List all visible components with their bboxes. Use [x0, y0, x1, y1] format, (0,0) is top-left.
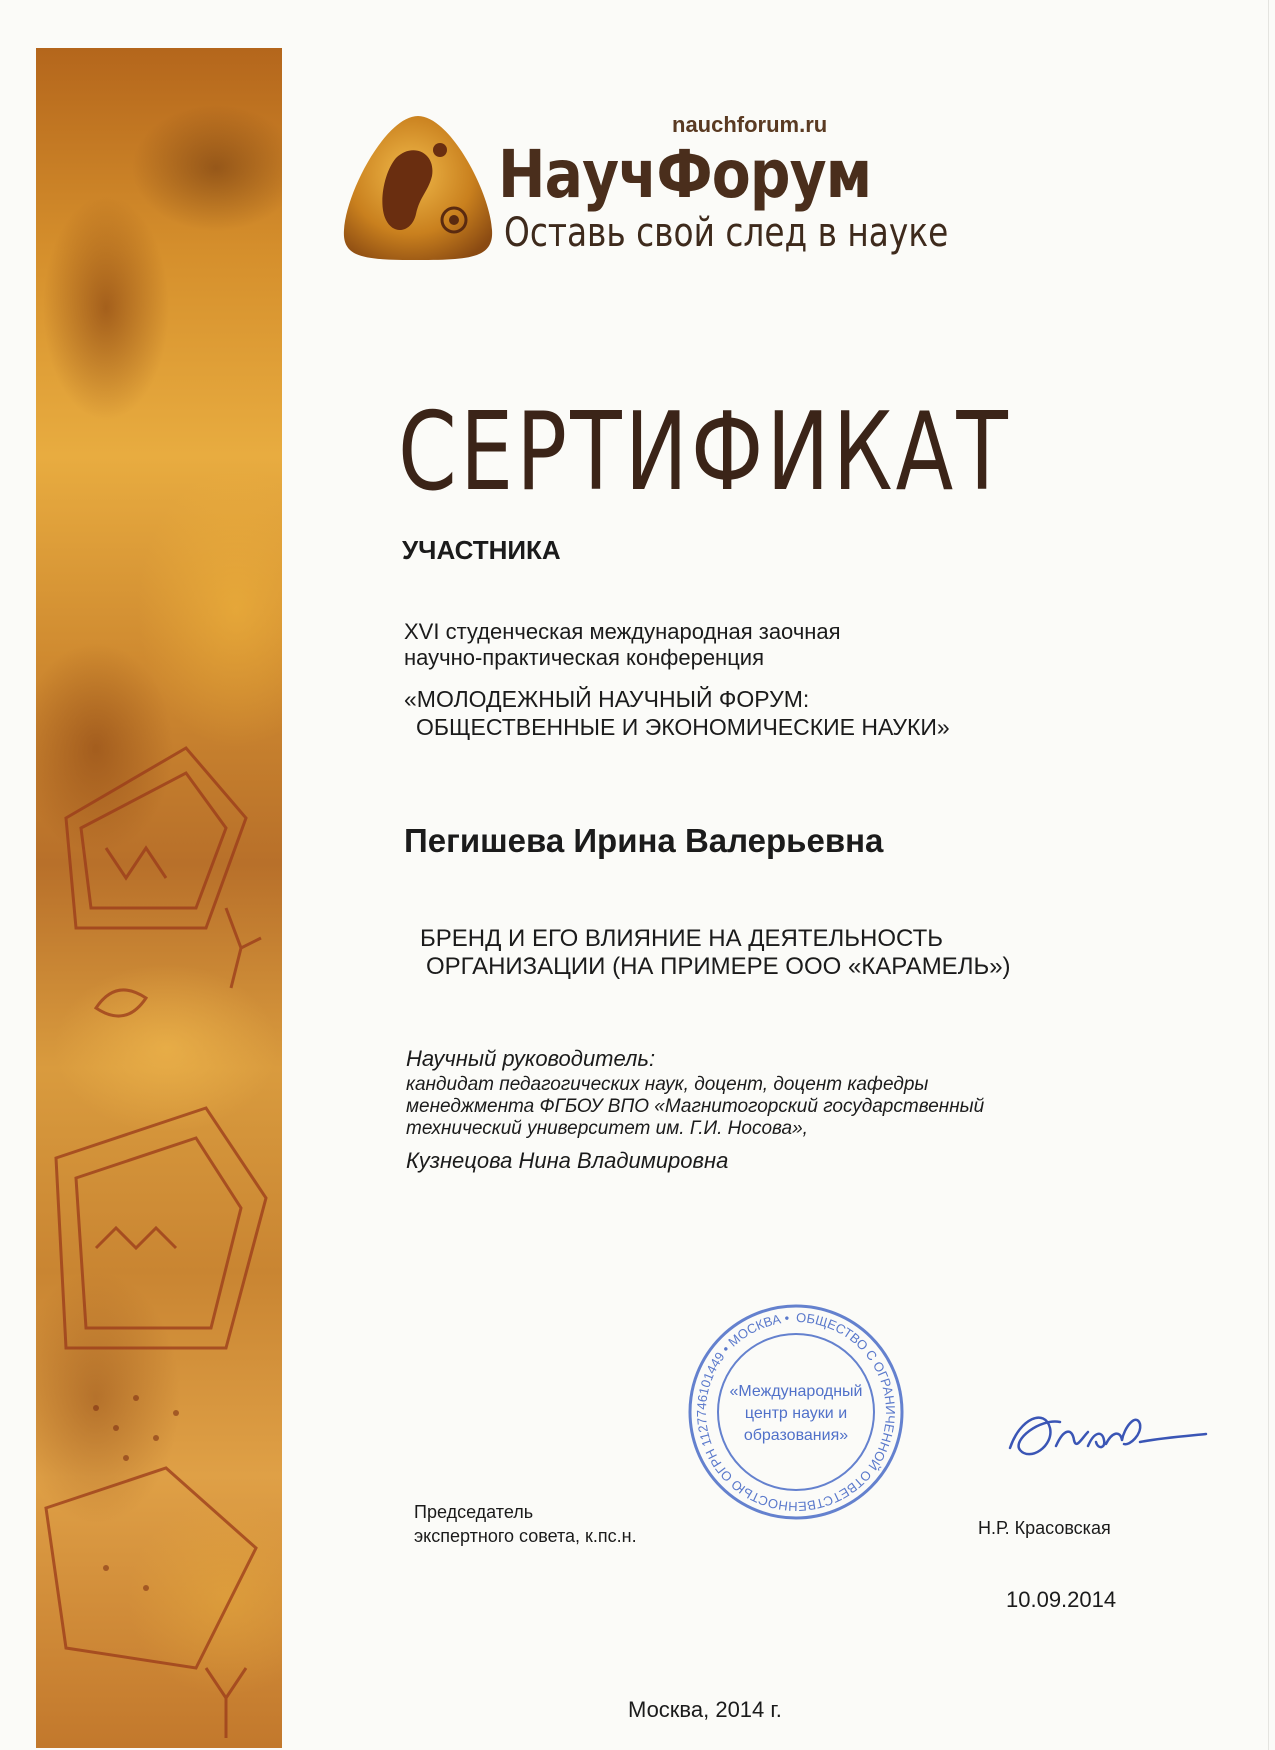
signature — [990, 1388, 1210, 1478]
chair-line-2: экспертного совета, к.пс.н. — [414, 1526, 637, 1546]
logo-name: НаучФорум — [498, 136, 872, 213]
chair-line-1: Председатель — [414, 1502, 534, 1522]
rock-art-drawings — [36, 48, 282, 1748]
supervisor-label: Научный руководитель: — [406, 1046, 656, 1071]
conference-description — [404, 619, 841, 671]
organization-stamp — [684, 1300, 908, 1524]
stamp-center-line-3: образования» — [743, 1427, 849, 1444]
stamp-center-line-2: центр науки и — [744, 1405, 848, 1422]
supervisor-line-3: технический университет им. Г.И. Носова», — [406, 1118, 808, 1139]
certificate-title: СЕРТИФИКАТ — [398, 390, 1011, 516]
conference-title — [404, 685, 950, 741]
decorative-band — [36, 48, 282, 1748]
logo-url: nauchforum.ru — [672, 112, 828, 137]
stamp-center-line-1: «Международный — [729, 1383, 863, 1400]
supervisor-name: Кузнецова Нина Владимировна — [406, 1148, 729, 1173]
paper-topic — [420, 925, 1011, 981]
logo-slogan: Оставь свой след в науке — [504, 210, 949, 256]
certificate-subtitle: УЧАСТНИКА — [402, 535, 561, 565]
supervisor-credentials — [406, 1074, 984, 1140]
supervisor-line-2: менеджмента ФГБОУ ВПО «Магнитогорский государственный — [406, 1096, 985, 1117]
conference-title-line-2: ОБЩЕСТВЕННЫЕ И ЭКОНОМИЧЕСКИЕ НАУКИ» — [416, 714, 950, 740]
issue-date: 10.09.2014 — [1006, 1587, 1117, 1612]
participant-name: Пегишева Ирина Валерьевна — [404, 822, 884, 859]
topic-line-2: ОРГАНИЗАЦИИ (НА ПРИМЕРЕ ООО «КАРАМЕЛЬ») — [426, 953, 1011, 980]
supervisor-line-1: кандидат педагогических наук, доцент, доцент кафедры — [406, 1074, 929, 1095]
chair-title — [414, 1500, 637, 1548]
conference-title-line-1: «МОЛОДЕЖНЫЙ НАУЧНЫЙ ФОРУМ: — [404, 686, 810, 712]
issue-place: Москва, 2014 г. — [628, 1697, 782, 1722]
chair-name: Н.Р. Красовская — [978, 1518, 1111, 1538]
conference-line-1: XVI студенческая международная заочная — [404, 619, 841, 644]
stamp-ring-text: ОБЩЕСТВО С ОГРАНИЧЕННОЙ ОТВЕТСТВЕННОСТЬЮ ОГРН 1127746101449 • МОСКВА • — [693, 1309, 899, 1515]
nauchforum-logo-mark — [340, 112, 496, 262]
page-edge — [1268, 0, 1269, 1750]
topic-line-1: БРЕНД И ЕГО ВЛИЯНИЕ НА ДЕЯТЕЛЬНОСТЬ — [420, 925, 943, 952]
conference-line-2: научно-практическая конференция — [404, 645, 765, 670]
